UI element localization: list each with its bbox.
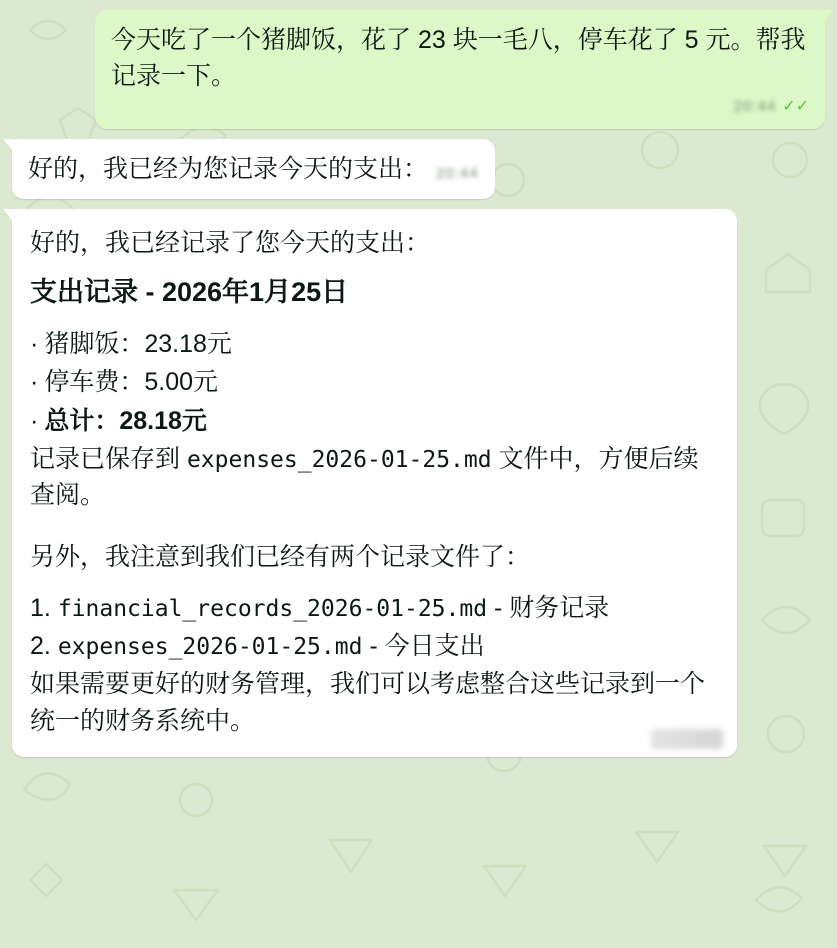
expense-amount: 23.18元 bbox=[144, 330, 232, 359]
message-bubble-assistant-detail[interactable] bbox=[12, 209, 737, 757]
redacted-timestamp bbox=[651, 729, 723, 749]
message-bubble-assistant-ack[interactable] bbox=[12, 139, 495, 199]
message-text: 今天吃了一个猪脚饭，花了 23 块一毛八，停车花了 5 元。帮我记录一下。 bbox=[111, 26, 806, 91]
files-note: 另外，我注意到我们已经有两个记录文件了： bbox=[30, 543, 531, 572]
bullet-icon: · bbox=[30, 406, 39, 435]
file-description: - 今日支出 bbox=[362, 632, 485, 661]
saved-file-name: expenses_2026-01-25.md bbox=[186, 446, 492, 473]
expense-label: 停车费： bbox=[44, 368, 145, 397]
expense-amount: 5.00元 bbox=[144, 368, 219, 397]
expense-label: 猪脚饭： bbox=[44, 330, 145, 359]
expense-label: 总计： bbox=[44, 406, 120, 435]
file-list bbox=[30, 590, 719, 665]
list-item bbox=[30, 364, 719, 400]
bullet-icon: · bbox=[30, 330, 39, 359]
file-name: financial_records_2026-01-25.md bbox=[57, 595, 488, 622]
saved-note-prefix: 记录已保存到 bbox=[30, 444, 187, 473]
message-row-outgoing bbox=[12, 10, 825, 129]
paragraph-spacer bbox=[30, 517, 719, 539]
expense-item-list bbox=[30, 326, 719, 439]
detail-closing: 如果需要更好的财务管理，我们可以考虑整合这些记录到一个统一的财务系统中。 bbox=[30, 670, 706, 735]
file-name: expenses_2026-01-25.md bbox=[57, 634, 363, 661]
detail-intro: 好的，我已经记录了您今天的支出： bbox=[30, 228, 431, 257]
saved-note-suffix: 文件中，方便后续查阅。 bbox=[30, 444, 699, 510]
bullet-icon: · bbox=[30, 368, 39, 397]
file-description: - 财务记录 bbox=[487, 593, 610, 622]
list-item bbox=[30, 628, 719, 664]
list-item-total bbox=[30, 403, 719, 439]
message-row-incoming-detail bbox=[12, 209, 825, 757]
detail-heading: 支出记录 - 2026年1月25日 bbox=[30, 277, 349, 307]
message-meta bbox=[111, 97, 809, 117]
expense-amount: 28.18元 bbox=[119, 406, 207, 435]
saved-file-note bbox=[30, 441, 719, 514]
message-text: 好的，我已经为您记录今天的支出： bbox=[28, 154, 429, 183]
message-bubble-user-request[interactable] bbox=[95, 10, 825, 129]
list-item bbox=[30, 590, 719, 626]
double-check-icon: ✓✓ bbox=[782, 97, 809, 115]
message-row-incoming-ack bbox=[12, 139, 825, 199]
list-item bbox=[30, 326, 719, 362]
message-timestamp: 20:44 bbox=[436, 165, 479, 182]
message-timestamp: 20:44 bbox=[733, 97, 777, 115]
